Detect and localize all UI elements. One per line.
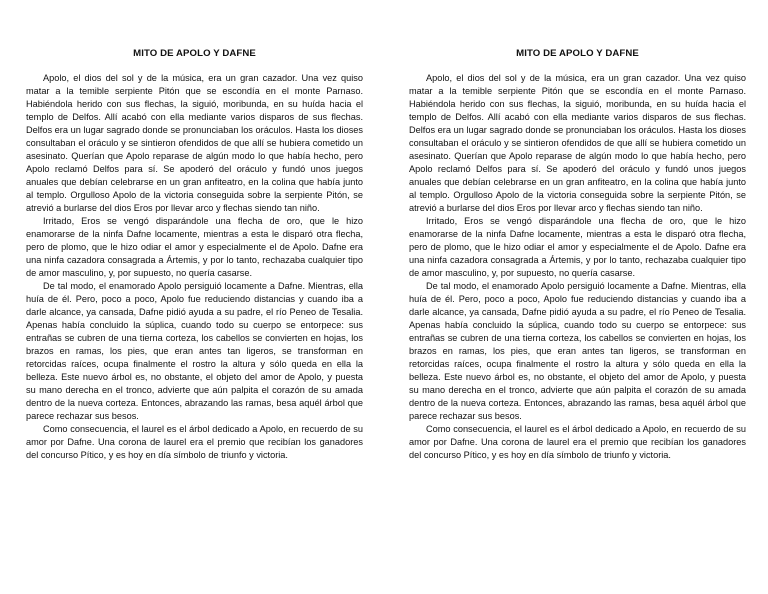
paragraph-4: Como consecuencia, el laurel es el árbol dedicado a Apolo, en recuerdo de su amor por Dafne. Una corona de laurel era el premio que recibían los ganadores del concurso Pítico, y es hoy en día símbolo de triunfo y victoria. <box>409 424 746 460</box>
paragraph-4: Como consecuencia, el laurel es el árbol dedicado a Apolo, en recuerdo de su amor por Dafne. Una corona de laurel era el premio que recibían los ganadores del concurso Pítico, y es hoy en día símbolo de triunfo y victoria. <box>26 424 363 460</box>
paragraph-3: De tal modo, el enamorado Apolo persiguió locamente a Dafne. Mientras, ella huía de él. Pero, poco a poco, Apolo fue reduciendo distancias y cuando iba a darle alcance, ya cansada, Dafne pidió ayuda a su padre, el río Peneo de Tesalia. Apenas había concluido la súplica, cuando todo su cuerpo se entorpece: sus entrañas se cubren de una tierna corteza, los cabellos se convierten en hojas, los brazos en ramas, los pies, que eran antes tan ligeros, se transforman en retorcidas raíces, ocupa finalmente el rostro la altura y sólo queda en ella la belleza. Este nuevo árbol es, no obstante, el objeto del amor de Apolo, y puesta su mano derecha en el tronco, advierte que aún palpita el corazón de su amada dentro de la nueva corteza. Entonces, abrazando las ramas, besa aquél árbol que parece rechazar sus besos. <box>26 281 363 421</box>
left-page-column <box>26 48 363 462</box>
right-page-column <box>409 48 746 462</box>
paragraph-1: Apolo, el dios del sol y de la música, era un gran cazador. Una vez quiso matar a la temible serpiente Pitón que se escondía en el monte Parnaso. Habiéndola herido con sus flechas, la siguió, moribunda, en su huída hacia el templo de Delfos. Allí acabó con ella mediante varios disparos de sus flechas. Delfos era un lugar sagrado donde se pronunciaban los oráculos. Hasta los dioses consultaban el oráculo y se sintieron ofendidos de que allí se hubiera cometido un asesinato. Querían que Apolo reparase de algún modo lo que había hecho, pero Apolo reclamó Delfos para sí. Se apoderó del oráculo y fundó unos juegos anuales que debían celebrarse en un gran anfiteatro, en la colina que había junto al templo. Orgulloso Apolo de la victoria conseguida sobre la serpiente Pitón, se atrevió a burlarse del dios Eros por llevar arco y flechas siendo tan niño. <box>26 73 363 213</box>
paragraph-2: Irritado, Eros se vengó disparándole una flecha de oro, que le hizo enamorarse de la ninfa Dafne locamente, mientras a esta le disparó otra flecha, pero de plomo, que le hizo odiar el amor y especialmente el de Apolo. Dafne era una ninfa cazadora consagrada a Ártemis, y por lo tanto, rechazaba cualquier tipo de amor masculino, y, por supuesto, no quería casarse. <box>409 216 746 278</box>
page-title: MITO DE APOLO Y DAFNE <box>516 48 639 59</box>
paragraph-2: Irritado, Eros se vengó disparándole una flecha de oro, que le hizo enamorarse de la ninfa Dafne locamente, mientras a esta le disparó otra flecha, pero de plomo, que le hizo odiar el amor y especialmente el de Apolo. Dafne era una ninfa cazadora consagrada a Ártemis, y por lo tanto, rechazaba cualquier tipo de amor masculino, y, por supuesto, no quería casarse. <box>26 216 363 278</box>
page-title: MITO DE APOLO Y DAFNE <box>133 48 256 59</box>
paragraph-3: De tal modo, el enamorado Apolo persiguió locamente a Dafne. Mientras, ella huía de él. Pero, poco a poco, Apolo fue reduciendo distancias y cuando iba a darle alcance, ya cansada, Dafne pidió ayuda a su padre, el río Peneo de Tesalia. Apenas había concluido la súplica, cuando todo su cuerpo se entorpece: sus entrañas se cubren de una tierna corteza, los cabellos se convierten en hojas, los brazos en ramas, los pies, que eran antes tan ligeros, se transforman en retorcidas raíces, ocupa finalmente el rostro la altura y sólo queda en ella la belleza. Este nuevo árbol es, no obstante, el objeto del amor de Apolo, y puesta su mano derecha en el tronco, advierte que aún palpita el corazón de su amada dentro de la nueva corteza. Entonces, abrazando las ramas, besa aquél árbol que parece rechazar sus besos. <box>409 281 746 421</box>
paragraph-1: Apolo, el dios del sol y de la música, era un gran cazador. Una vez quiso matar a la temible serpiente Pitón que se escondía en el monte Parnaso. Habiéndola herido con sus flechas, la siguió, moribunda, en su huída hacia el templo de Delfos. Allí acabó con ella mediante varios disparos de sus flechas. Delfos era un lugar sagrado donde se pronunciaban los oráculos. Hasta los dioses consultaban el oráculo y se sintieron ofendidos de que allí se hubiera cometido un asesinato. Querían que Apolo reparase de algún modo lo que había hecho, pero Apolo reclamó Delfos para sí. Se apoderó del oráculo y fundó unos juegos anuales que debían celebrarse en un gran anfiteatro, en la colina que había junto al templo. Orgulloso Apolo de la victoria conseguida sobre la serpiente Pitón, se atrevió a burlarse del dios Eros por llevar arco y flechas siendo tan niño. <box>409 73 746 213</box>
